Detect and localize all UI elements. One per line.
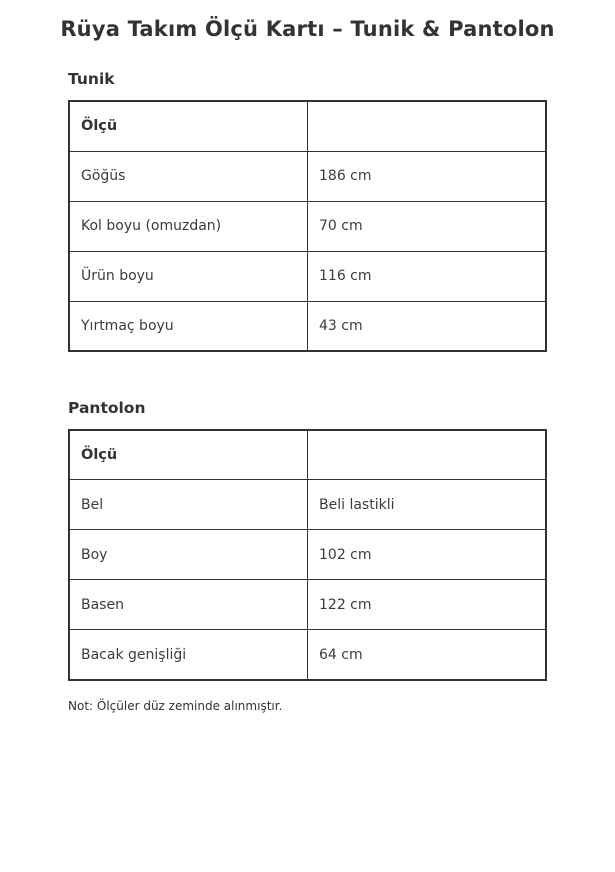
measure-label: Göğüs [69, 151, 308, 201]
table-row [69, 630, 546, 680]
measure-label: Yırtmaç boyu [69, 301, 308, 351]
table-row [69, 530, 546, 580]
measure-value: 70 cm [308, 201, 547, 251]
measure-value: 116 cm [308, 251, 547, 301]
measure-value: 102 cm [308, 530, 547, 580]
measure-label: Boy [69, 530, 308, 580]
measure-value: Beli lastikli [308, 480, 547, 530]
section-tunik [68, 71, 547, 352]
table-header-label-cell: Ölçü [69, 430, 308, 480]
table-row [69, 201, 546, 251]
table-header-value-cell [308, 430, 547, 480]
measure-label: Bel [69, 480, 308, 530]
tunik-size-table [68, 100, 547, 352]
measure-label: Kol boyu (omuzdan) [69, 201, 308, 251]
measure-value: 186 cm [308, 151, 547, 201]
table-row [69, 151, 546, 201]
table-row [69, 480, 546, 530]
measure-value: 43 cm [308, 301, 547, 351]
table-header-label-cell: Ölçü [69, 101, 308, 151]
measure-value: 122 cm [308, 580, 547, 630]
measurement-note: Not: Ölçüler düz zeminde alınmıştır. [68, 698, 283, 713]
measure-label: Ürün boyu [69, 251, 308, 301]
table-row [69, 301, 546, 351]
table-row [69, 580, 546, 630]
section-heading-tunik: Tunik [68, 70, 115, 89]
table-header-row [69, 101, 546, 151]
page-title: Rüya Takım Ölçü Kartı – Tunik & Pantolon [60, 17, 555, 41]
table-header-value-cell [308, 101, 547, 151]
measure-label: Bacak genişliği [69, 630, 308, 680]
table-row [69, 251, 546, 301]
table-header-row [69, 430, 546, 480]
section-heading-pantolon: Pantolon [68, 399, 146, 417]
section-pantolon [68, 400, 547, 681]
measure-value: 64 cm [308, 630, 547, 680]
measure-label: Basen [69, 580, 308, 630]
pantolon-size-table [68, 429, 547, 681]
content-area [68, 71, 547, 713]
